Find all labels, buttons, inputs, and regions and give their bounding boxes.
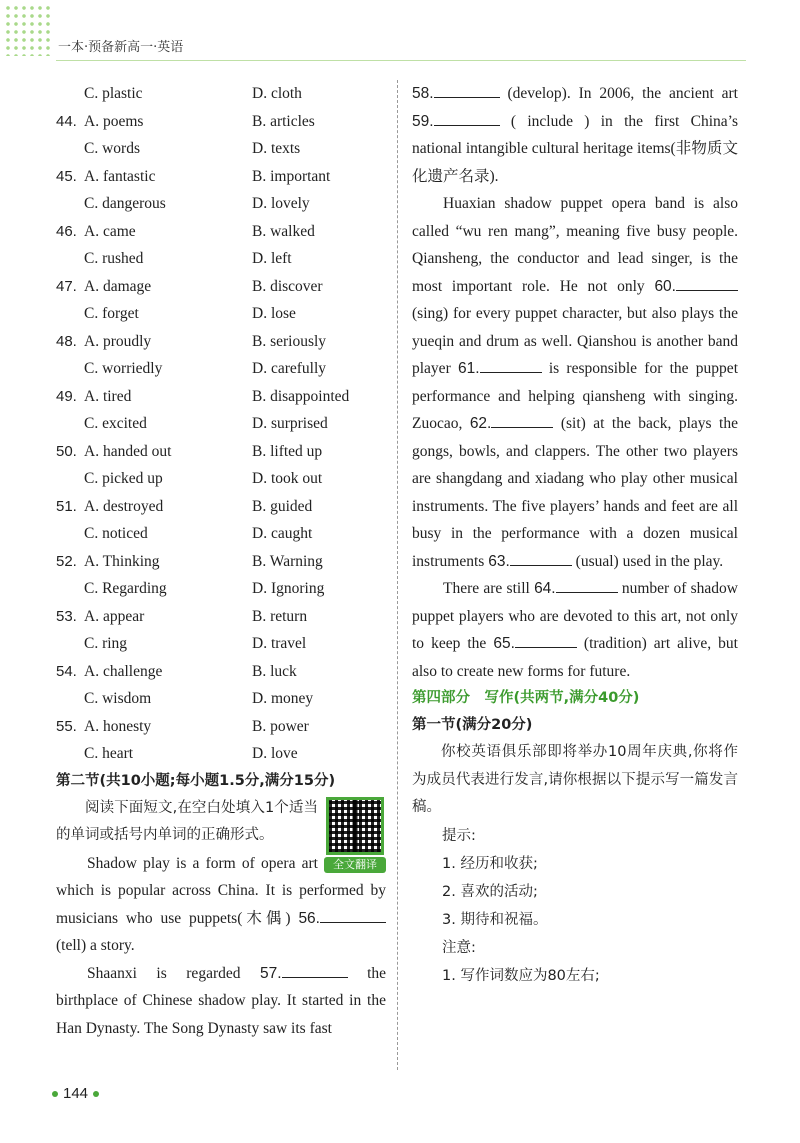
text-run: (tell) a story. — [56, 937, 135, 954]
blank-64[interactable] — [556, 578, 618, 593]
option-row — [56, 355, 386, 383]
text-run: Shaanxi is regarded — [87, 964, 260, 982]
tip-item: 1. 经历和收获; — [442, 855, 538, 872]
blank-62[interactable] — [491, 413, 553, 428]
option-row — [56, 300, 386, 328]
blank-58[interactable] — [434, 83, 500, 98]
option-a[interactable]: C. words — [84, 140, 140, 157]
option-b[interactable]: B. important — [252, 167, 331, 185]
option-a[interactable]: C. dangerous — [84, 195, 166, 212]
option-row — [56, 575, 386, 603]
option-a[interactable]: C. plastic — [84, 85, 143, 102]
option-row — [56, 135, 386, 163]
option-b[interactable]: D. lovely — [252, 195, 310, 212]
blank-number-65: 65. — [493, 635, 515, 652]
option-a[interactable]: C. wisdom — [84, 690, 152, 707]
dot-icon — [52, 1091, 58, 1097]
option-b[interactable]: D. travel — [252, 635, 307, 652]
blank-number-60: 60. — [654, 277, 676, 295]
question-number — [56, 190, 84, 218]
question-number: 53. — [56, 607, 77, 625]
text-run: is responsible for the puppet performance and helping qiansheng with singing. Zuocao, — [412, 360, 738, 432]
question-number — [56, 135, 84, 163]
blank-65[interactable] — [515, 633, 577, 648]
option-b[interactable]: D. love — [252, 745, 298, 762]
text-run: There are still — [443, 580, 535, 597]
option-b[interactable]: B. guided — [252, 497, 313, 515]
option-a[interactable]: A. challenge — [84, 662, 163, 680]
option-b[interactable]: D. left — [252, 250, 292, 267]
option-a[interactable]: A. proudly — [84, 332, 152, 350]
option-row — [56, 520, 386, 548]
question-number — [56, 520, 84, 548]
text-run: ( include ) in the first China’s national intangible cultural heritage items(非物质文化遗产名录). — [412, 112, 738, 185]
option-row — [56, 190, 386, 218]
option-b[interactable]: D. caught — [252, 525, 313, 542]
blank-number-62: 62. — [469, 415, 492, 432]
option-row — [56, 438, 386, 466]
text-run: Shadow play is a form of opera art which is popular across China. It is performed by musicians who use puppets(木偶) — [56, 854, 386, 927]
option-row — [56, 713, 386, 741]
option-row — [56, 740, 386, 768]
option-a[interactable]: C. Regarding — [84, 580, 167, 597]
option-b[interactable]: B. walked — [252, 222, 315, 240]
option-a[interactable]: C. worriedly — [84, 360, 163, 377]
option-b[interactable]: D. Ignoring — [252, 580, 325, 597]
blank-61[interactable] — [480, 358, 542, 373]
option-a[interactable]: A. fantastic — [84, 167, 156, 185]
option-row — [56, 548, 386, 576]
option-a[interactable]: C. noticed — [84, 525, 148, 542]
header-title: 一本·预备新高一·英语 — [58, 40, 184, 55]
question-number: 49. — [56, 387, 77, 405]
blank-56[interactable] — [320, 908, 386, 923]
header-rule — [56, 60, 746, 61]
blank-63[interactable] — [510, 551, 572, 566]
option-row — [56, 685, 386, 713]
tips-label: 提示: — [442, 827, 476, 844]
question-number: 52. — [56, 552, 77, 570]
question-number — [56, 685, 84, 713]
right-column — [412, 80, 738, 990]
question-number: 44. — [56, 112, 77, 130]
option-a[interactable]: A. came — [84, 222, 136, 240]
option-row — [56, 245, 386, 273]
passage-paragraph-2 — [56, 960, 386, 1043]
option-a[interactable]: A. honesty — [84, 717, 152, 735]
option-b[interactable]: B. lifted up — [252, 442, 323, 460]
page-number-text: 144 — [63, 1085, 89, 1102]
page-number — [52, 1085, 99, 1102]
question-number: 50. — [56, 442, 77, 460]
section2-instruction: 阅读下面短文,在空白处填入1个适当的单词或括号内单词的正确形式。 — [56, 799, 318, 843]
passage-paragraph-3 — [412, 190, 738, 575]
option-row — [56, 328, 386, 356]
question-number — [56, 740, 84, 768]
option-a[interactable]: C. forget — [84, 305, 139, 322]
option-a[interactable]: A. handed out — [84, 442, 172, 460]
blank-number-61: 61. — [458, 360, 480, 377]
option-b[interactable]: B. disappointed — [252, 387, 350, 405]
option-row — [56, 273, 386, 301]
option-row — [56, 603, 386, 631]
blank-number-64: 64. — [534, 580, 556, 597]
option-b[interactable]: D. texts — [252, 140, 301, 157]
option-row — [56, 465, 386, 493]
question-number: 51. — [56, 497, 77, 515]
blank-number-58: 58. — [412, 85, 434, 102]
option-a[interactable]: C. ring — [84, 635, 128, 652]
question-number: 45. — [56, 167, 77, 185]
text-run: number of shadow puppet players who are devoted to this art, not only to keep the — [412, 580, 738, 652]
part4-section1-title: 第一节(满分20分) — [412, 717, 533, 733]
option-b[interactable]: D. lose — [252, 305, 296, 322]
qr-code-box[interactable] — [324, 797, 386, 873]
option-b[interactable]: B. return — [252, 607, 308, 625]
tip-item: 2. 喜欢的活动; — [442, 883, 538, 900]
qr-label[interactable]: 全文翻译 — [324, 857, 386, 873]
question-number — [56, 355, 84, 383]
option-a[interactable]: A. destroyed — [84, 497, 164, 515]
option-a[interactable]: A. Thinking — [84, 552, 160, 570]
option-row — [56, 108, 386, 136]
question-number: 47. — [56, 277, 77, 295]
text-run: (usual) used in the play. — [571, 552, 724, 570]
option-row — [56, 163, 386, 191]
qr-code-icon[interactable] — [326, 797, 384, 855]
question-number — [56, 80, 84, 108]
text-run: (tradition) art alive, but also to create new forms for future. — [412, 635, 738, 680]
text-run: (develop). In 2006, the ancient art — [499, 85, 738, 102]
option-row — [56, 218, 386, 246]
option-row — [56, 630, 386, 658]
option-b[interactable]: D. carefully — [252, 360, 327, 377]
option-a[interactable]: C. heart — [84, 745, 134, 762]
option-row — [56, 383, 386, 411]
blank-number-56: 56. — [298, 909, 320, 927]
text-run: Huaxian shadow puppet opera band is also called “wu ren mang”, meaning five busy people. Qiansheng, the conductor and lead singer, is the most important role. He not only — [412, 195, 738, 295]
option-a[interactable]: C. excited — [84, 415, 147, 432]
question-number — [56, 630, 84, 658]
section2-title: 第二节(共10小题;每小题1.5分,满分15分) — [56, 772, 336, 789]
option-b[interactable]: B. power — [252, 717, 309, 735]
blank-59[interactable] — [434, 111, 500, 126]
option-row — [56, 80, 386, 108]
option-a[interactable]: A. damage — [84, 277, 152, 295]
option-row — [56, 410, 386, 438]
header-dot-pattern — [4, 4, 52, 56]
question-number: 48. — [56, 332, 77, 350]
tip-item: 3. 期待和祝福。 — [442, 911, 548, 928]
notes-label: 注意: — [442, 939, 476, 956]
option-a[interactable]: A. tired — [84, 387, 132, 405]
question-number — [56, 300, 84, 328]
question-number — [56, 245, 84, 273]
option-b[interactable]: B. discover — [252, 277, 323, 295]
option-b[interactable]: B. Warning — [252, 552, 323, 570]
blank-number-63: 63. — [488, 552, 510, 570]
text-run: the birthplace of Chinese shadow play. It started in the Han Dynasty. The Song Dynasty saw its fast — [56, 964, 386, 1037]
option-a[interactable]: A. poems — [84, 112, 144, 130]
passage-paragraph-continued — [412, 80, 738, 190]
question-number — [56, 410, 84, 438]
text-run: (sit) at the back, plays the gongs, bowls, and clappers. The other two players are shangdang and xiadang who play other musical instruments. The five players’ hands and feet are all busy in the performance with a dozen musical instruments — [412, 415, 738, 570]
question-number — [56, 575, 84, 603]
option-a[interactable]: C. rushed — [84, 250, 144, 267]
question-number: 46. — [56, 222, 77, 240]
option-b[interactable]: B. articles — [252, 112, 315, 130]
option-b[interactable]: D. cloth — [252, 85, 302, 102]
part4-title: 第四部分 写作(共两节,满分40分) — [412, 690, 640, 706]
passage-paragraph-4 — [412, 575, 738, 685]
question-number — [56, 465, 84, 493]
option-a[interactable]: A. appear — [84, 607, 145, 625]
question-number: 55. — [56, 717, 77, 735]
option-list — [56, 80, 386, 768]
option-b[interactable]: D. money — [252, 690, 314, 707]
option-row — [56, 658, 386, 686]
dot-icon — [93, 1091, 99, 1097]
question-number: 54. — [56, 662, 77, 680]
option-b[interactable]: D. took out — [252, 470, 323, 487]
note-item: 1. 写作词数应为80左右; — [442, 967, 600, 984]
blank-number-57: 57. — [260, 964, 282, 982]
option-row — [56, 493, 386, 521]
blank-57[interactable] — [282, 963, 348, 978]
column-divider — [397, 80, 398, 1070]
option-b[interactable]: B. luck — [252, 662, 297, 680]
option-b[interactable]: D. surprised — [252, 415, 328, 432]
left-column — [56, 80, 386, 1042]
option-b[interactable]: B. seriously — [252, 332, 327, 350]
writing-prompt: 你校英语俱乐部即将举办10周年庆典,你将作为成员代表进行发言,请你根据以下提示写一篇发言稿。 — [412, 744, 738, 815]
blank-number-59: 59. — [412, 112, 434, 130]
text-run: (sing) for every puppet character, but also plays the yueqin and drum as well. Qianshou is another band player — [412, 305, 738, 377]
blank-60[interactable] — [676, 276, 738, 291]
option-a[interactable]: C. picked up — [84, 470, 163, 487]
